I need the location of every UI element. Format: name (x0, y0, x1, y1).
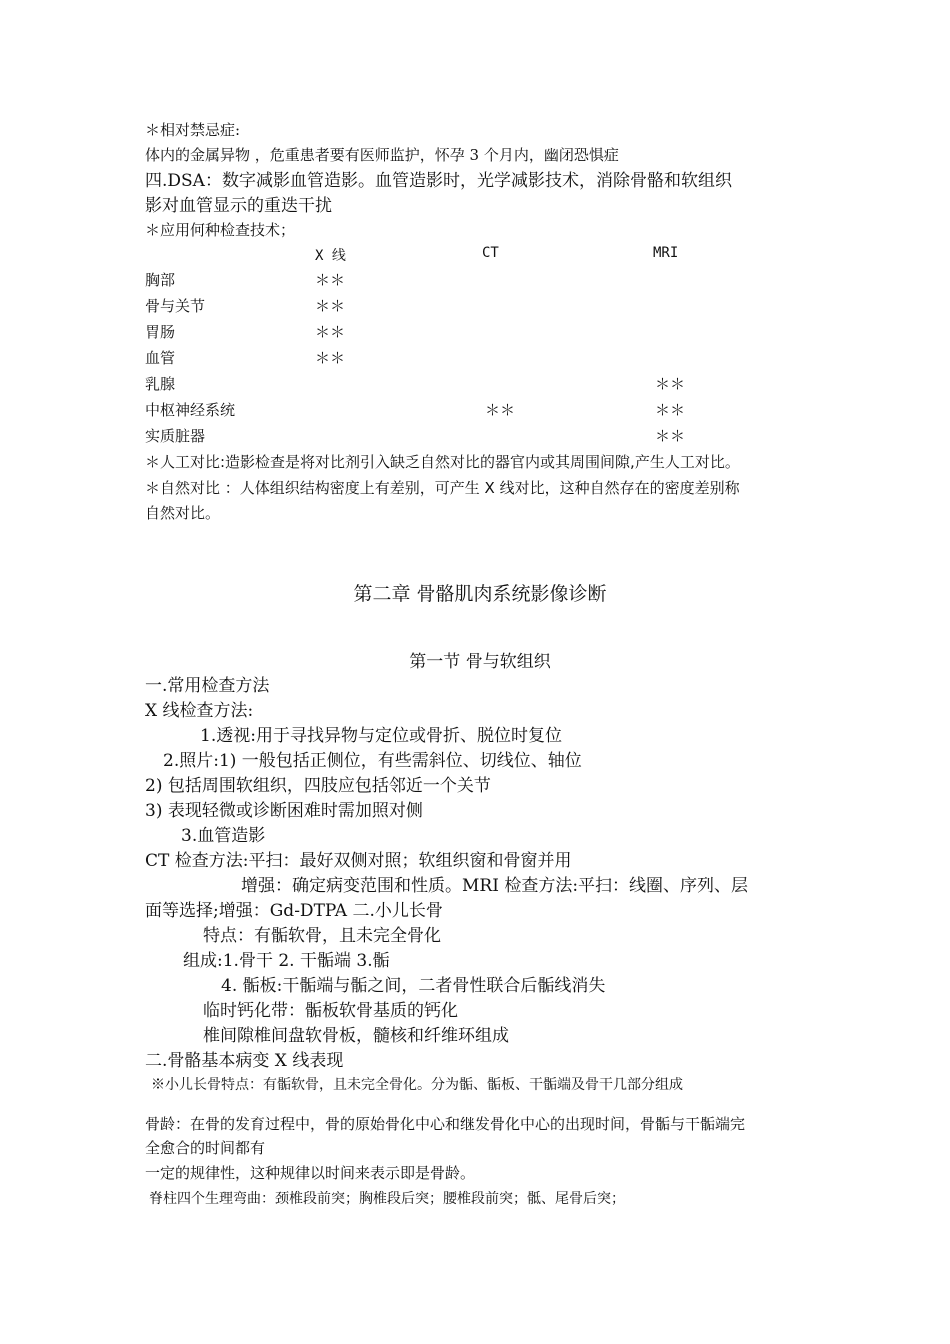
table-cell-ct: ＊＊ (485, 401, 516, 419)
paragraph-line: 二.骨骼基本病变 X 线表现 (145, 1051, 344, 1071)
table-header-ct: CT (482, 245, 499, 261)
relative-contraindication-title: ＊相对禁忌症: (145, 121, 241, 139)
natural-contrast-line-2: 自然对比。 (145, 504, 221, 522)
paragraph-line: 一.常用检查方法 (145, 676, 270, 696)
table-cell-organ: 骨与关节 (145, 297, 206, 315)
paragraph-line: ※小儿长骨特点：有骺软骨，且未完全骨化。分为骺、骺板、干骺端及骨干几部分组成 (151, 1077, 683, 1093)
paragraph-line: 2.照片:1) 一般包括正侧位，有些需斜位、切线位、轴位 (163, 751, 582, 771)
section-title: 第一节 骨与软组织 (409, 652, 551, 672)
paragraph-line: 增强：确定病变范围和性质。MRI 检查方法:平扫：线圈、序列、层 (241, 876, 749, 896)
paragraph-line: CT 检查方法:平扫：最好双侧对照；软组织窗和骨窗并用 (145, 851, 572, 871)
paragraph-line: 特点：有骺软骨，且未完全骨化 (203, 926, 441, 946)
paragraph-line: 组成:1.骨干 2. 干骺端 3.骺 (183, 951, 390, 971)
dsa-line-1: 四.DSA：数字减影血管造影。血管造影时，光学减影技术，消除骨骼和软组织 (145, 171, 732, 191)
table-cell-xray: ＊＊ (315, 323, 346, 341)
paragraph-line: 椎间隙椎间盘软骨板，髓核和纤维环组成 (203, 1026, 509, 1046)
table-cell-organ: 血管 (145, 349, 176, 367)
paragraph-line: 1.透视:用于寻找异物与定位或骨折、脱位时复位 (200, 726, 562, 746)
paragraph-line: 临时钙化带：骺板软骨基质的钙化 (203, 1001, 458, 1021)
table-header-mri: MRI (653, 245, 679, 261)
chapter-title: 第二章 骨骼肌肉系统影像诊断 (353, 583, 607, 605)
relative-contraindication-text: 体内的金属异物 ，危重患者要有医师监护，怀孕 3 个月内，幽闭恐惧症 (145, 146, 619, 164)
natural-contrast-line-1: ＊自然对比 ：人体组织结构密度上有差别，可产生 X 线对比，这种自然存在的密度差别称 (145, 479, 740, 497)
paragraph-line: 3) 表现轻微或诊断困难时需加照对侧 (145, 801, 423, 821)
paragraph-line: 脊柱四个生理弯曲：颈椎段前突；胸椎段后突；腰椎段前突；骶、尾骨后突； (149, 1191, 625, 1207)
paragraph-line: 2) 包括周围软组织，四肢应包括邻近一个关节 (145, 776, 491, 796)
table-cell-organ: 胸部 (145, 271, 176, 289)
table-header-xray: X 线 (315, 248, 346, 264)
paragraph-line: 4. 骺板:干骺端与骺之间，二者骨性联合后骺线消失 (221, 976, 606, 996)
dsa-line-2: 影对血管显示的重迭干扰 (145, 196, 332, 216)
table-cell-mri: ＊＊ (655, 427, 686, 445)
paragraph-line: 骨龄：在骨的发育过程中，骨的原始骨化中心和继发骨化中心的出现时间，骨骺与干骺端完 (145, 1115, 746, 1133)
table-cell-xray: ＊＊ (315, 297, 346, 315)
paragraph-line: X 线检查方法: (145, 701, 254, 721)
paragraph-line: 3.血管造影 (181, 826, 266, 846)
table-cell-organ: 胃肠 (145, 323, 176, 341)
table-cell-mri: ＊＊ (655, 401, 686, 419)
table-cell-xray: ＊＊ (315, 349, 346, 367)
table-cell-organ: 中枢神经系统 (145, 401, 236, 419)
table-cell-organ: 乳腺 (145, 375, 176, 393)
table-cell-mri: ＊＊ (655, 375, 686, 393)
table-cell-organ: 实质脏器 (145, 427, 206, 445)
paragraph-line: 全愈合的时间都有 (145, 1139, 266, 1157)
which-technique-heading: ＊应用何种检查技术； (145, 221, 296, 239)
paragraph-line: 面等选择;增强：Gd-DTPA 二.小儿长骨 (145, 901, 443, 921)
artificial-contrast-text: ＊人工对比:造影检查是将对比剂引入缺乏自然对比的器官内或其周围间隙,产生人工对比。 (145, 453, 740, 471)
table-cell-xray: ＊＊ (315, 271, 346, 289)
paragraph-line: 一定的规律性，这种规律以时间来表示即是骨龄。 (145, 1164, 476, 1182)
